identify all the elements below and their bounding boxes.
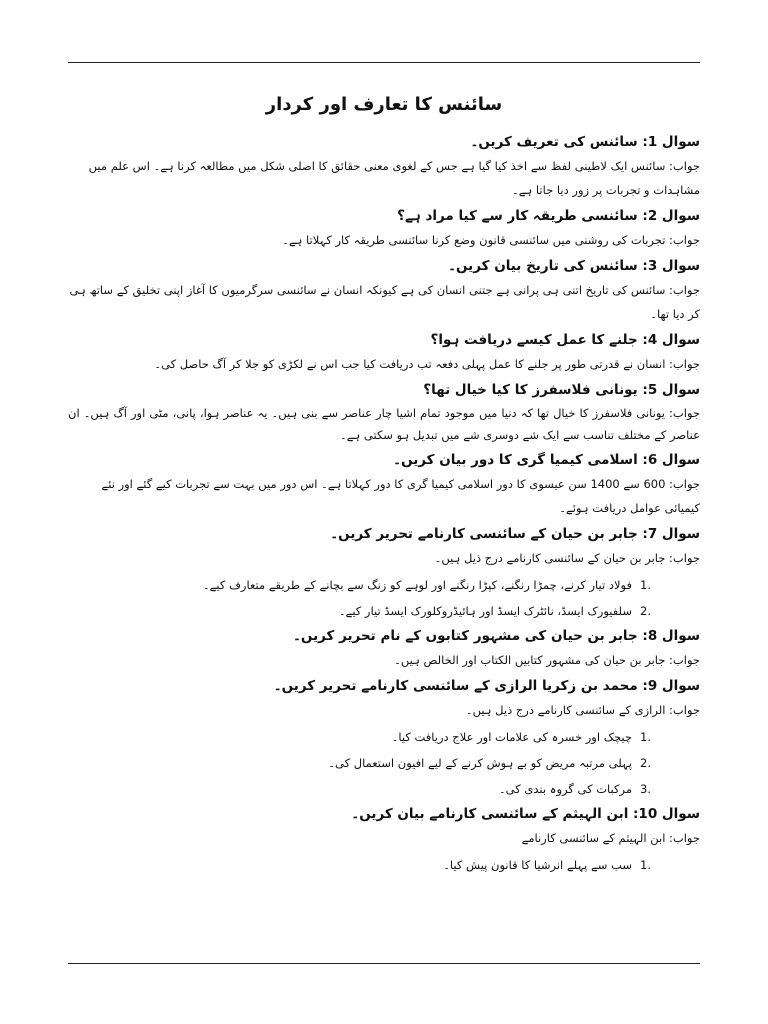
- list-item: 3. مرکبات کی گروہ بندی کی۔: [498, 782, 651, 796]
- list-item: 1. فولاد تیار کرنے، چمڑا رنگنے، کپڑا رنگنے اور لوہے کو زنگ سے بچانے کے طریقے متعارف کیے۔: [202, 578, 651, 592]
- answer-5: جواب: یونانی فلاسفرز کا خیال تھا کہ دنیا میں موجود تمام اشیا چار عناصر سے بنی ہیں۔ یہ عناصر ہوا، پانی، مٹی اور آگ ہیں۔ ان عناصر کے مختلف تناسب سے ایک شے دوسری شے میں تبدیل ہو سکتی ہے۔: [68, 406, 700, 442]
- answer-7-list: [68, 572, 700, 624]
- question-2: سوال 2: سائنسی طریقہ کار سے کیا مراد ہے؟: [397, 208, 700, 224]
- answer-3: جواب: سائنس کی تاریخ اتنی ہی پرانی ہے جتنی انسان کی ہے کیونکہ انسان نے سائنسی سرگرمیوں کا آغاز اپنی تخلیق کے ساتھ ہی کر دیا تھا۔: [69, 283, 700, 321]
- answer-8: جواب: جابر بن حیان کی مشہور کتابیں الکتاب اور الخالص ہیں۔: [394, 653, 700, 667]
- qa-4: [68, 328, 700, 376]
- answer-10: جواب: ابن الہیثم کے سائنسی کارنامے: [521, 831, 700, 845]
- qa-3: [68, 254, 700, 326]
- qa-6: [68, 448, 700, 520]
- answer-10-list: [68, 852, 700, 878]
- qa-10: [68, 802, 700, 878]
- qa-8: [68, 624, 700, 672]
- qa-5: [68, 378, 700, 446]
- answer-9: جواب: الرازی کے سائنسی کارنامے درج ذیل ہیں۔: [465, 703, 700, 717]
- answer-1: جواب: سائنس ایک لاطینی لفظ سے اخذ کیا گیا ہے جس کے لغوی معنی حقائق کا اصلی شکل میں مطالعہ کرنا ہے۔ اس علم میں مشاہدات و تجربات پر زور دیا جاتا ہے۔: [88, 159, 700, 197]
- list-item: 1. سب سے پہلے انرشیا کا قانون پیش کیا۔: [443, 858, 651, 872]
- answer-6: جواب: 600 سے 1400 سن عیسوی کا دور اسلامی کیمیا گری کا دور کہلاتا ہے۔ اس دور میں بہت سے تجربات کیے گئے اور نئے کیمیائی عوامل دریافت ہوئے۔: [101, 477, 700, 515]
- answer-2: جواب: تجربات کی روشنی میں سائنسی قانون وضع کرنا سائنسی طریقہ کار کہلاتا ہے۔: [282, 233, 700, 247]
- question-4: سوال 4: جلنے کا عمل کیسے دریافت ہوا؟: [430, 332, 700, 348]
- qa-9: [68, 674, 700, 802]
- list-item: 2. سلفیورک ایسڈ، نائٹرک ایسڈ اور ہائیڈروکلورک ایسڈ تیار کیے۔: [338, 604, 651, 618]
- answer-4: جواب: انسان نے قدرتی طور پر جلنے کا عمل پہلی دفعہ تب دریافت کیا جب اس نے لکڑی کو جلا کر آگ حاصل کی۔: [154, 357, 700, 371]
- list-item: 1. چیچک اور خسرہ کی علامات اور علاج دریافت کیا۔: [391, 730, 651, 744]
- question-6: سوال 6: اسلامی کیمیا گری کا دور بیان کریں۔: [393, 452, 700, 468]
- document-body: [68, 90, 700, 878]
- bottom-rule: [68, 963, 700, 964]
- qa-1: [68, 130, 700, 202]
- question-8: سوال 8: جابر بن حیان کی مشہور کتابوں کے نام تحریر کریں۔: [293, 628, 700, 644]
- qa-2: [68, 204, 700, 252]
- question-9: سوال 9: محمد بن زکریا الرازی کے سائنسی کارنامے تحریر کریں۔: [273, 678, 700, 694]
- list-item: 2. پہلی مرتبہ مریض کو بے ہوش کرنے کے لیے افیون استعمال کی۔: [328, 756, 651, 770]
- page-title: سائنس کا تعارف اور کردار: [265, 94, 503, 115]
- answer-7: جواب: جابر بن حیان کے سائنسی کارنامے درج ذیل ہیں۔: [434, 551, 700, 565]
- qa-7: [68, 522, 700, 624]
- answer-9-list: [68, 724, 700, 802]
- question-3: سوال 3: سائنس کی تاریخ بیان کریں۔: [448, 258, 700, 274]
- top-rule: [68, 62, 700, 63]
- question-7: سوال 7: جابر بن حیان کے سائنسی کارنامے تحریر کریں۔: [330, 526, 700, 542]
- question-5: سوال 5: یونانی فلاسفرز کا کیا خیال تھا؟: [423, 382, 700, 398]
- question-1: سوال 1: سائنس کی تعریف کریں۔: [470, 134, 700, 150]
- question-10: سوال 10: ابن الہیثم کے سائنسی کارنامے بیان کریں۔: [351, 806, 700, 822]
